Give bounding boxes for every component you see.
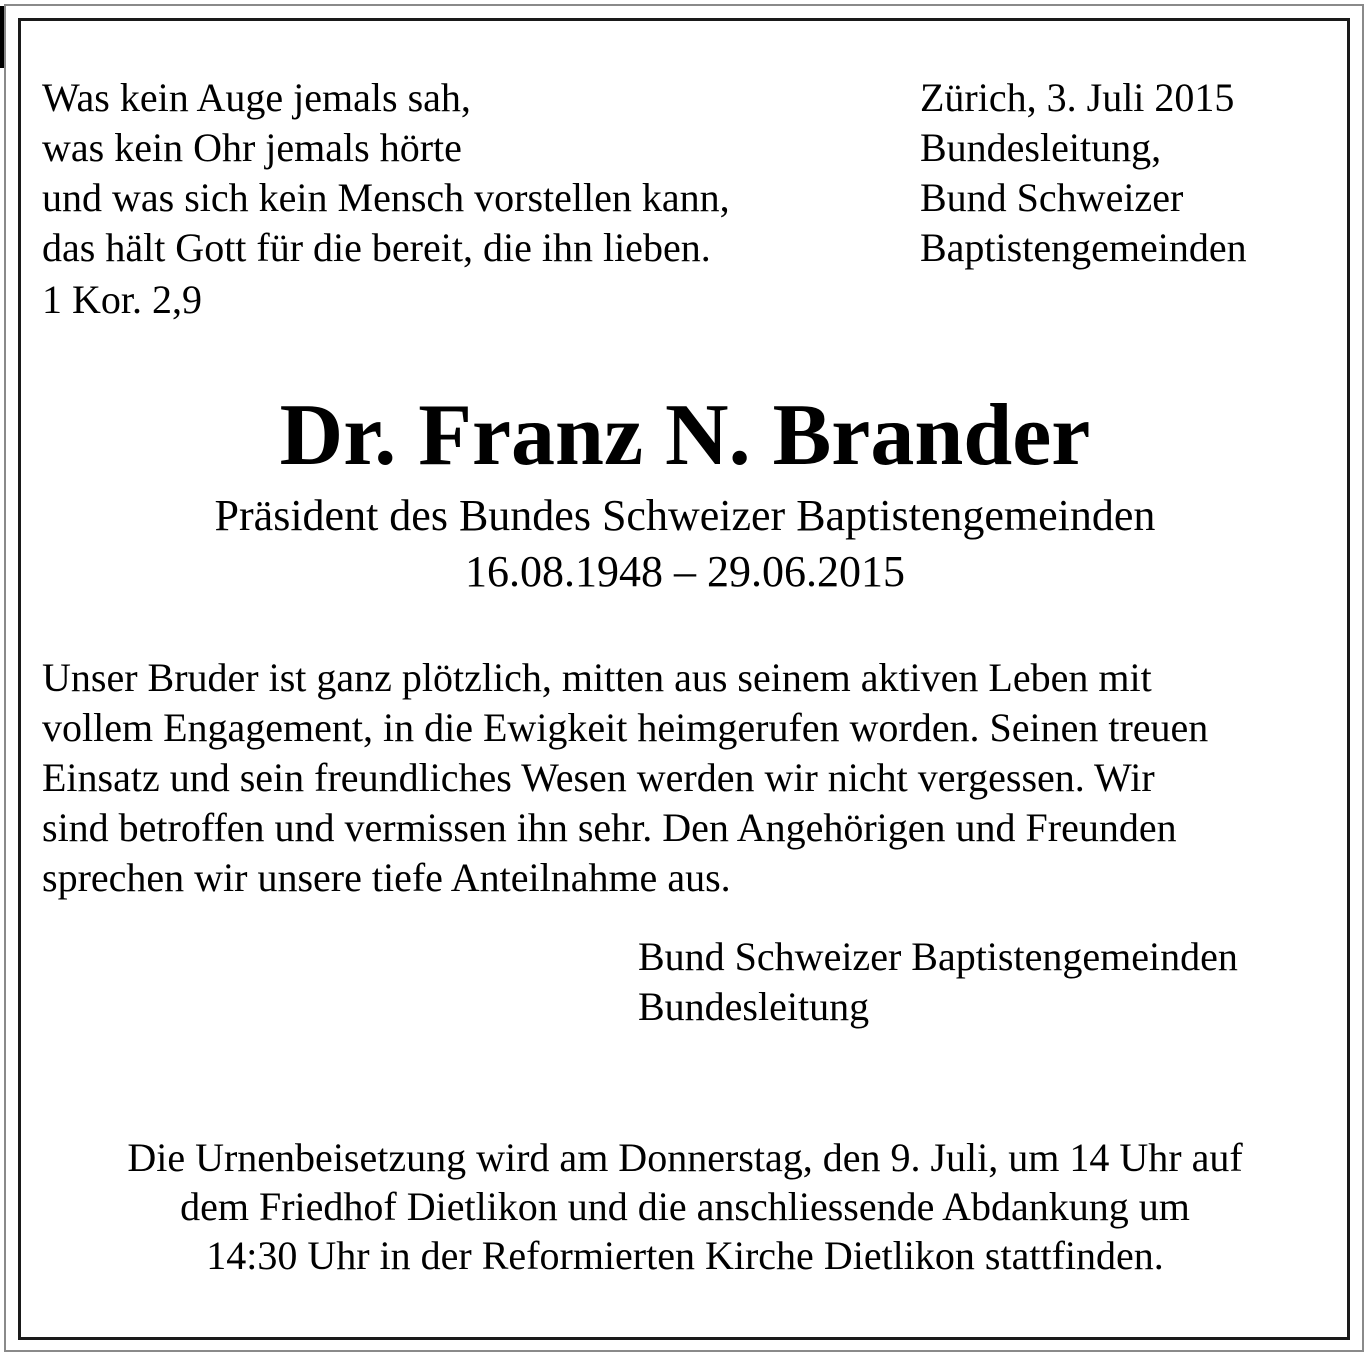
message-line: vollem Engagement, in die Ewigkeit heimgerufen worden. Seinen treuen [42,705,1209,750]
life-dates: 16.08.1948 – 29.06.2015 [465,547,905,596]
message-line: Unser Bruder ist ganz plötzlich, mitten aus seinem aktiven Leben mit [42,655,1152,700]
place-date: Zürich, 3. Juli 2015 [920,75,1235,120]
edge-marker [0,6,4,68]
verse-line: was kein Ohr jemals hörte [42,125,462,170]
deceased-title: Präsident des Bundes Schweizer Baptistengemeinden [214,491,1156,540]
verse-line: das hält Gott für die bereit, die ihn lieben. [42,225,711,270]
sender-line: Bund Schweizer [920,175,1184,220]
sender-line: Baptistengemeinden [920,225,1247,270]
funeral-line: 14:30 Uhr in der Reformierten Kirche Dietlikon stattfinden. [206,1233,1164,1278]
sender-line: Bundesleitung, [920,125,1162,170]
verse-line: Was kein Auge jemals sah, [42,75,471,120]
signature-line: Bund Schweizer Baptistengemeinden [638,934,1238,979]
funeral-line: dem Friedhof Dietlikon und die anschliessende Abdankung um [180,1184,1190,1229]
message-line: Einsatz und sein freundliches Wesen werden wir nicht vergessen. Wir [42,755,1155,800]
deceased-name: Dr. Franz N. Brander [279,387,1091,484]
message-line: sind betroffen und vermissen ihn sehr. Den Angehörigen und Freunden [42,805,1177,850]
signature-line: Bundesleitung [638,984,870,1029]
funeral-line: Die Urnenbeisetzung wird am Donnerstag, den 9. Juli, um 14 Uhr auf [127,1135,1243,1180]
verse-line: und was sich kein Mensch vorstellen kann, [42,175,730,220]
message-line: sprechen wir unsere tiefe Anteilnahme aus. [42,855,731,900]
verse-reference: 1 Kor. 2,9 [42,277,202,322]
